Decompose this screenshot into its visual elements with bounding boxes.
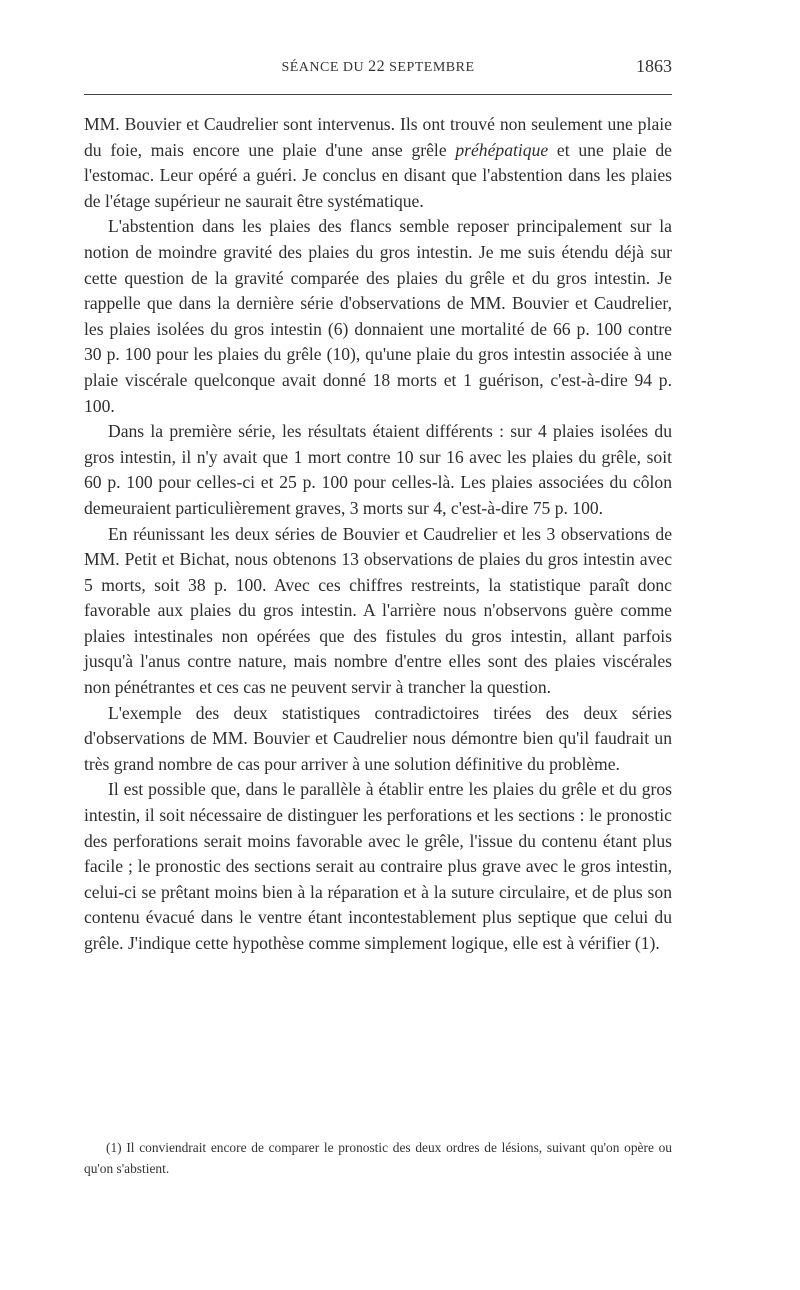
italic-term: préhépatique [455, 139, 549, 160]
paragraph-2: L'abstention dans les plaies des flancs semble reposer principalement sur la notion de moindre gravité des plaies du gros intestin. Je me suis étendu déjà sur cette question de la gravité comparée des plaies du grêle et du gros intestin. Je rappelle que dans la dernière série d'observations de MM. Bouvier et Caudrelier, les plaies isolées du gros intestin (6) donnaient une mortalité de 66 p. 100 contre 30 p. 100 pour les plaies du grêle (10), qu'une plaie du gros intestin associée à une plaie viscérale quelconque avait donné 18 morts et 1 guérison, c'est-à-dire 94 p. 100. [84, 216, 672, 416]
running-header [84, 58, 672, 84]
header-title-day: 22 [368, 58, 386, 75]
paragraph-6: Il est possible que, dans le parallèle à établir entre les plaies du grêle et du gros intestin, il soit nécessaire de distinguer les perforations et les sections : le pronostic des perforations serait moins favorable avec le grêle, l'issue du contenu étant plus facile ; le pronostic des sections serait au contraire plus grave avec le gros intestin, celui-ci se prêtant moins bien à la réparation et à la suture circulaire, et de plus son contenu évacué dans le ventre étant incontestablement plus septique que celui du grêle. J'indique cette hypothèse comme simplement logique, elle est à vérifier (1). [84, 779, 672, 953]
paragraph-5: L'exemple des deux statistiques contradictoires tirées des deux séries d'observations de MM. Bouvier et Caudrelier nous démontre bien qu'il faudrait un très grand nombre de cas pour arriver à une solution définitive du problème. [84, 702, 672, 774]
paragraph-1 [84, 112, 672, 214]
body-text [84, 112, 672, 957]
header-rule [84, 94, 672, 95]
header-title [84, 58, 672, 76]
paragraph-4: En réunissant les deux séries de Bouvier et Caudrelier et les 3 observations de MM. Petit et Bichat, nous obtenons 13 observations de plaies du gros intestin avec 5 morts, soit 38 p. 100. Avec ces chiffres restreints, la statistique paraît donc favorable aux plaies du gros intestin. A l'arrière nous n'observons guère comme plaies intestinales non opérées que des fistules du gros intestin, allant parfois jusqu'à l'anus contre nature, mais nombre d'entre elles sont des plaies viscérales non pénétrantes et ces cas ne peuvent servir à trancher la question. [84, 523, 672, 698]
header-title-month: SEPTEMBRE [385, 60, 475, 75]
paragraph-3: Dans la première série, les résultats étaient différents : sur 4 plaies isolées du gros intestin, il n'y avait que 1 mort contre 10 sur 16 avec les plaies du grêle, soit 60 p. 100 pour celles-ci et 25 p. 100 pour celles-là. Les plaies associées du côlon demeuraient particulièrement graves, 3 morts sur 4, c'est-à-dire 75 p. 100. [84, 421, 672, 518]
footnote: (1) Il conviendrait encore de comparer le pronostic des deux ordres de lésions, suivant qu'on opère ou qu'on s'abstient. [84, 1140, 672, 1176]
page-number: 1863 [636, 56, 672, 76]
paragraph-1-before: MM. Bouvier et Caudrelier sont intervenus. Ils ont trouvé non seulement une plaie du foie, mais encore une plaie d'une anse grêle [84, 114, 672, 160]
header-title-prefix: SÉANCE DU [281, 60, 369, 75]
paragraph-1-after: et une plaie de l'estomac. Leur opéré a guéri. Je conclus en disant que l'abstention dans les plaies de l'étage supérieur ne saurait être systématique. [84, 139, 672, 211]
